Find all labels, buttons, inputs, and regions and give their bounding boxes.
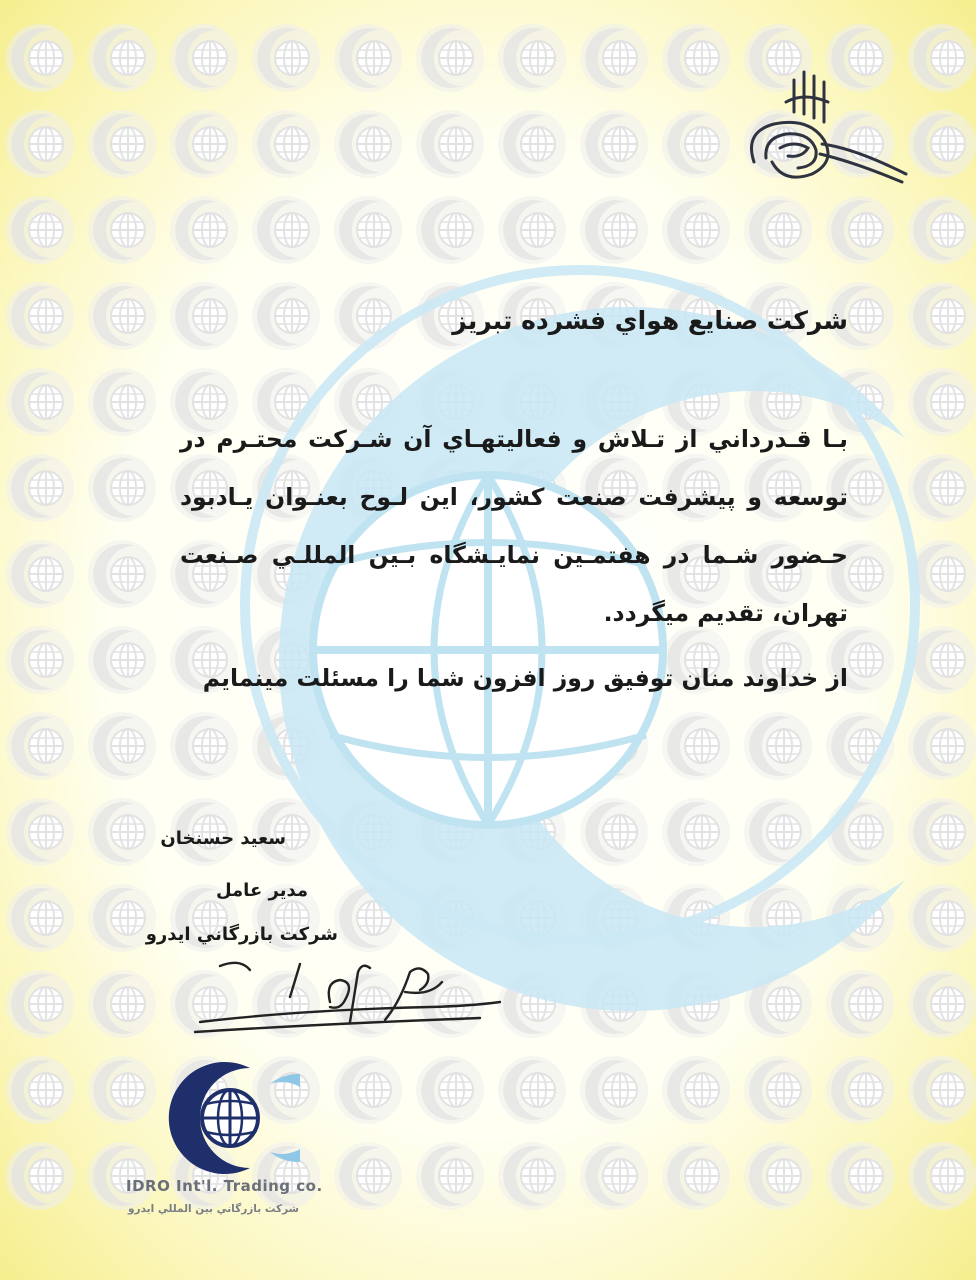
recipient-heading: شركت صنايع هواي فشرده تبريز <box>452 306 848 335</box>
handwritten-signature <box>180 952 520 1042</box>
tughra-emblem <box>724 62 914 202</box>
signatory-company: شركت بازرگاني ايدرو <box>145 924 338 945</box>
signatory-name: سعيد حسنخان <box>160 828 286 849</box>
signatory-title: مدير عامل <box>215 880 308 901</box>
logo-english-name: IDRO Int'l. Trading co. <box>126 1177 323 1195</box>
closing-line: از خداوند منان توفيق روز افزون شما را مسئلت مينمايم <box>202 664 848 692</box>
idro-logo <box>120 1060 300 1175</box>
logo-persian-name: شركت بازرگاني بين المللي ايدرو <box>128 1203 299 1215</box>
appreciation-paragraph: بـا قـدرداني از تـلاش و فعاليتهـاي آن شـركت محتـرم در توسعه و پيشرفت صنعت كشور، اين لـوح بعنـوان يـادبود حـضور شـما در هفتمـين نمايـشگاه بـين المللـي صـنعت تهران، تقديم ميگردد. <box>180 425 848 627</box>
